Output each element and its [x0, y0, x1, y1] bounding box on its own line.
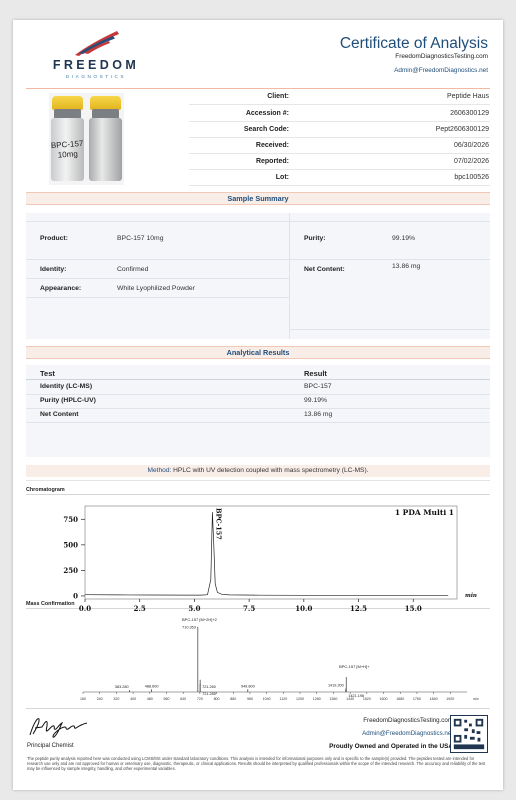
vial-body-powder: [89, 118, 122, 181]
footer-email-link[interactable]: Admin@FreedomDiagnostics.net: [362, 730, 453, 737]
net-content-value: 13.86 mg: [392, 263, 421, 270]
brand-subtitle: DIAGNOSTICS: [65, 74, 127, 79]
mass-x-unit: m/z: [473, 697, 479, 701]
client-info-value: 07/02/2026: [453, 158, 489, 165]
client-info-value: Pept2606300129: [435, 126, 489, 133]
result-row-test: Purity (HPLC-UV): [40, 397, 96, 404]
method-note: [26, 465, 490, 477]
y-tick-label: 750: [63, 514, 78, 524]
identity-value: Confirmed: [117, 266, 149, 273]
result-row-value: BPC-157: [304, 383, 332, 390]
identity-label: Identity:: [40, 266, 67, 273]
x-tick-label: 5.0: [188, 604, 201, 613]
client-info-value: 2606300129: [450, 110, 489, 117]
client-info-label: Reported:: [255, 158, 289, 165]
mass-tick-label: 1280: [312, 697, 321, 701]
x-tick-label: 0.0: [78, 604, 92, 613]
method-label: Method:: [147, 467, 172, 474]
mass-peak-label: 488.600: [144, 684, 159, 689]
mass-annotation: BPC-157 [M+H]+: [339, 664, 370, 669]
mass-tick-label: 1200: [296, 697, 305, 701]
chromatogram-trace: [85, 512, 448, 595]
mass-tick-label: 240: [96, 697, 103, 701]
peak-label: BPC-157: [214, 508, 223, 540]
mass-tick-label: 1040: [262, 697, 271, 701]
mass-tick-label: 160: [80, 697, 86, 701]
y-tick-label: 250: [63, 565, 78, 575]
appearance-label: Appearance:: [40, 285, 82, 292]
x-tick-label: 12.5: [349, 604, 368, 613]
sample-summary-header: Sample Summary: [26, 192, 490, 205]
client-info-label: Accession #:: [245, 110, 289, 117]
footer-tagline: Proudly Owned and Operated in the USA: [329, 743, 453, 750]
chromatogram-title: Chromatogram: [26, 487, 65, 493]
x-tick-label: 7.5: [243, 604, 256, 613]
mass-tick-label: 1840: [429, 697, 438, 701]
product-value: BPC-157 10mg: [117, 235, 164, 242]
mass-tick-label: 720: [196, 697, 203, 701]
legal-disclaimer: The peptide purity analysis reported here was conducted using LCMS/MS under standard laboratory conditions. This analysis is intended for informational purposes only and is specific to the sample(s) provided. The peptides tested are intended for research use only and are not approved for human or veterinary use, diagnostic, therapeutic, or clinical applications. Results should be interpreted by qualified professionals within the scope of the intended research. The accuracy and reliability of the test may be influenced by sample integrity, handling, and other experimental variables.: [27, 756, 486, 772]
result-row-value: 99.19%: [304, 397, 328, 404]
product-label: Product:: [40, 235, 68, 242]
brand-name: FREEDOM: [52, 58, 140, 72]
mass-tick-label: 880: [230, 697, 237, 701]
client-info-value: Peptide Haus: [446, 93, 489, 100]
purity-value: 99.19%: [392, 235, 416, 242]
mass-peak-label: 1419.200: [327, 683, 344, 688]
mass-tick-label: 320: [113, 697, 120, 701]
test-column-header: Test: [40, 369, 55, 378]
mass-annotation: BPC-157 [M+2H]+2: [181, 617, 217, 622]
chromatogram-frame: [85, 506, 457, 599]
sample-summary-panel: [26, 213, 490, 339]
x-tick-label: 10.0: [295, 604, 313, 613]
mass-tick-label: 640: [180, 697, 187, 701]
mass-tick-label: 480: [146, 697, 153, 701]
qr-code-icon[interactable]: [450, 715, 488, 753]
client-info-value: bpc100526: [454, 174, 489, 181]
method-text: HPLC with UV detection coupled with mass spectrometry (LC-MS).: [173, 467, 369, 474]
mass-tick-label: 1520: [362, 697, 371, 701]
vial-cap: [90, 96, 121, 110]
x-tick-label: 2.5: [133, 604, 146, 613]
result-row-test: Net Content: [40, 411, 79, 418]
client-info-label: Received:: [255, 142, 289, 149]
mass-tick-label: 960: [246, 697, 253, 701]
mass-tick-label: 1600: [379, 697, 388, 701]
mass-spectrum-chart: [27, 610, 489, 706]
analytical-results-header: Analytical Results: [26, 346, 490, 359]
y-tick-label: 0: [73, 591, 78, 601]
result-row-value: 13.86 mg: [304, 411, 333, 418]
mass-peak-label: 1421.198: [348, 694, 365, 699]
x-unit-label: min: [465, 593, 477, 599]
mass-tick-label: 1360: [329, 697, 338, 701]
page-title: Certificate of Analysis: [339, 35, 488, 52]
mass-tick-label: 1120: [279, 697, 288, 701]
result-row-test: Identity (LC-MS): [40, 383, 93, 390]
mass-tick-label: 800: [213, 697, 220, 701]
vial-photo: [49, 93, 124, 185]
mass-tick-label: 400: [130, 697, 137, 701]
header-divider: [26, 88, 490, 89]
y-tick-label: 500: [63, 540, 78, 550]
signature-image: [27, 714, 91, 740]
website-link[interactable]: FreedomDiagnosticsTesting.com: [395, 53, 488, 60]
certificate-page: [13, 20, 503, 790]
signer-title: Principal Chemist: [27, 743, 74, 749]
mass-tick-label: 560: [163, 697, 170, 701]
mass-tick-label: 1440: [346, 697, 355, 701]
flag-swoosh-logo-icon: [73, 29, 121, 57]
vial-label: BPC-157 10mg: [50, 138, 84, 160]
mass-confirmation-title: Mass Confirmation: [26, 601, 75, 607]
footer-website-link[interactable]: FreedomDiagnosticsTesting.com: [363, 717, 453, 724]
client-info-label: Search Code:: [243, 126, 289, 133]
mass-tick-label: 1760: [412, 697, 421, 701]
analytical-results-table: [26, 365, 490, 457]
mass-peak-label: 383.280: [114, 684, 129, 689]
chart-legend: 1 PDA Multi 1: [394, 508, 454, 517]
mass-peak-label: 710.353: [182, 625, 196, 630]
x-tick-label: 15.0: [404, 604, 422, 613]
mass-tick-label: 1920: [446, 697, 455, 701]
mass-peak-label: 949.800: [240, 684, 255, 689]
client-info-label: Client:: [267, 93, 289, 100]
client-info-label: Lot:: [275, 174, 289, 181]
chromatogram-chart: [27, 496, 489, 602]
vial-cap: [52, 96, 83, 110]
mass-peak-label: 721.285: [202, 691, 216, 696]
email-link[interactable]: Admin@FreedomDiagnostics.net: [394, 67, 488, 74]
purity-label: Purity:: [304, 235, 326, 242]
client-info-value: 06/30/2026: [453, 142, 489, 149]
mass-tick-label: 1680: [396, 697, 405, 701]
net-content-label: Net Content:: [304, 266, 345, 273]
result-column-header: Result: [304, 369, 327, 378]
mass-peak-label: 721.260: [202, 684, 216, 689]
appearance-value: White Lyophilized Powder: [117, 285, 195, 292]
